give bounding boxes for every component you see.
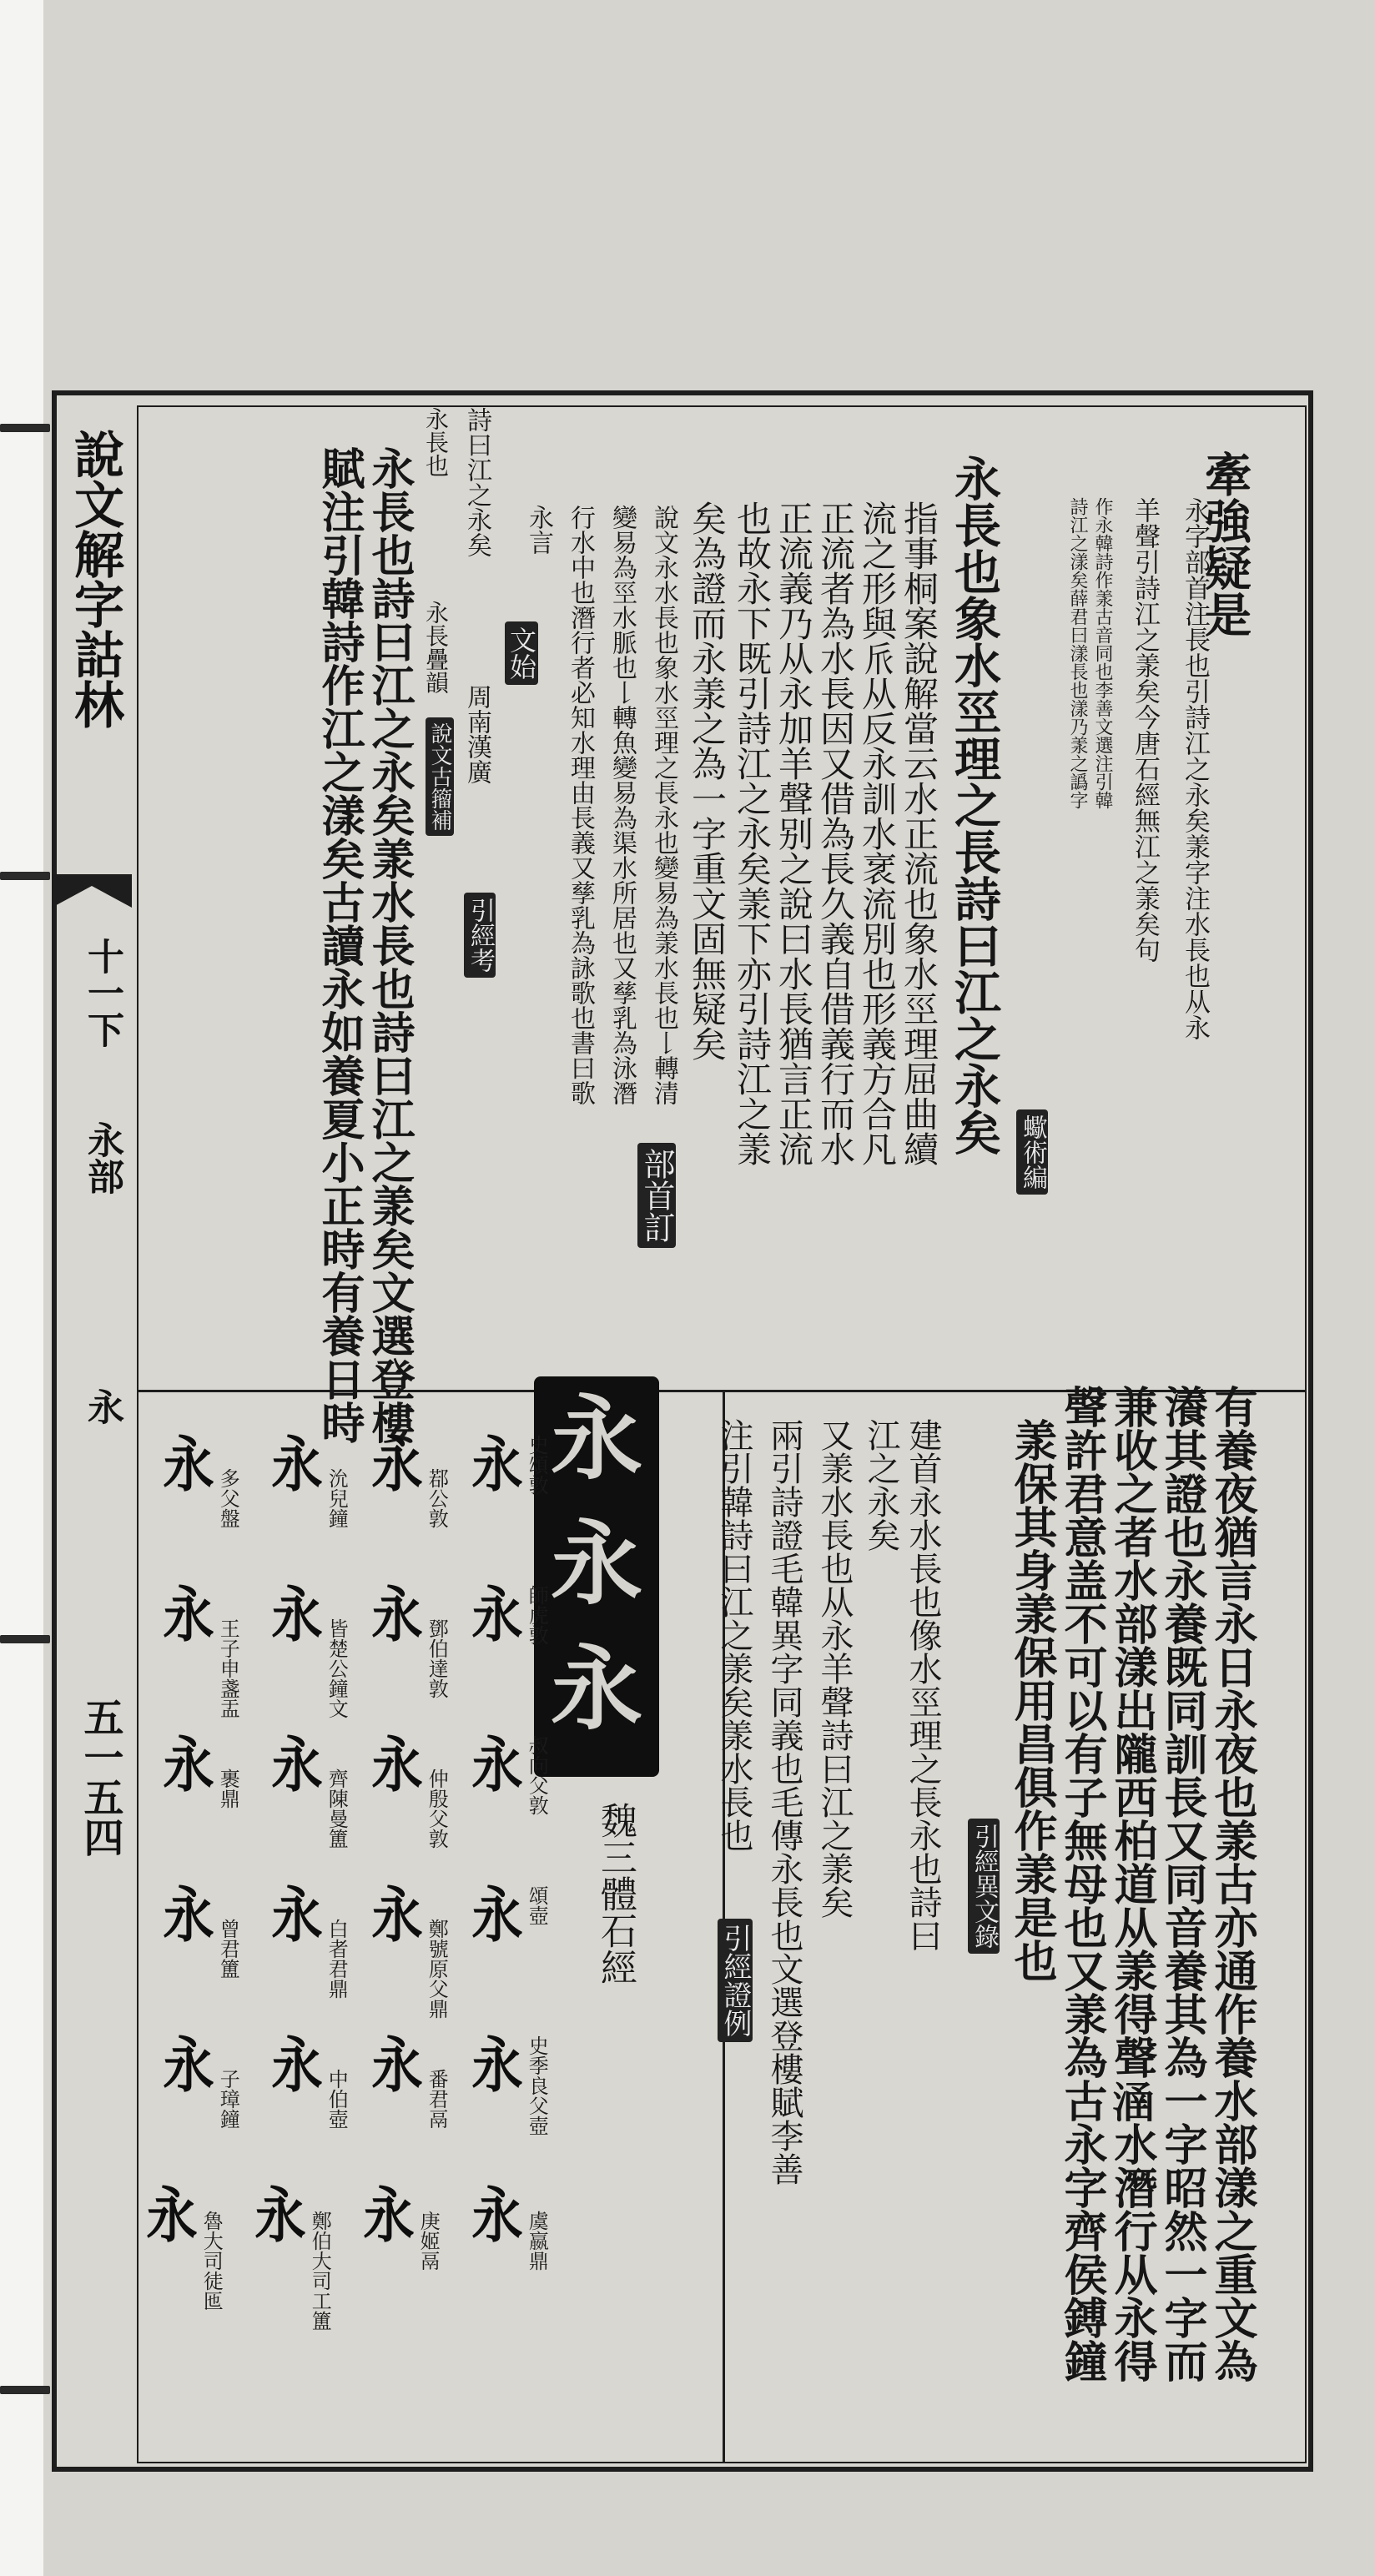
- bronze-glyph: 永: [271, 1429, 323, 1500]
- glyph-source: 裹鼎: [216, 1768, 240, 1809]
- text-column: 羊聲引詩江之羕矣今唐石經無江之羕矣句: [1130, 497, 1160, 963]
- bronze-glyph: 永: [471, 1429, 523, 1500]
- text-column: 行水中也潛行者必知水理由長義又孳乳為詠歌也書曰歌: [566, 505, 595, 1105]
- text-column: 永長也詩曰江之永矣羕水長也詩曰江之羕矣文選登樓: [364, 446, 415, 1444]
- margin-title-column: [52, 395, 132, 2467]
- glyph-source: 沇兒鐘: [325, 1468, 349, 1528]
- text-column: 變易為巠水脈也𠄌轉魚變易為渠水所居也又孳乳為泳潛: [607, 505, 637, 1105]
- binding-thread: [0, 872, 50, 880]
- glyph-source: 仲殷父敦: [425, 1768, 449, 1849]
- section-label: 部首訂: [637, 1143, 676, 1248]
- bronze-glyph: 永: [271, 2030, 323, 2101]
- bronze-glyph: 永: [371, 1729, 423, 1800]
- glyph-source: 魯大司徒匜: [199, 2211, 224, 2311]
- text-column: 兼收之者水部漾出隴西柏道从羕得聲𣹢水潛行从永得: [1106, 1385, 1157, 2382]
- binding-thread: [0, 424, 50, 432]
- bronze-glyph: 永: [271, 1879, 323, 1950]
- glyph-source: 番君鬲: [425, 2069, 449, 2129]
- text-column: 又羕水長也从永羊聲詩曰江之羕矣: [815, 1418, 854, 1919]
- glyph-source: 曾君簠: [216, 1919, 240, 1979]
- text-column: 指事桐案說解當云水正流也象水巠理屈曲續: [899, 501, 939, 1166]
- text-column: 賦注引韓詩作江之漾矣古讀永如養夏小正時有養日時: [314, 446, 365, 1444]
- text-column: 正流者為水長因又借為長久義自借義行而水: [815, 501, 856, 1166]
- binding-thread: [0, 1635, 50, 1643]
- section-label: 蠍術編: [1016, 1109, 1048, 1195]
- rubbing-caption: 魏三體石經: [594, 1802, 637, 1985]
- glyph-source: 多父盤: [216, 1468, 240, 1528]
- annotation-column: 詩江之漾矣薛君曰漾長也漾乃羕之譌字: [1067, 497, 1088, 809]
- bronze-glyph: 永: [471, 1879, 523, 1950]
- bronze-glyph: 永: [371, 1429, 423, 1500]
- glyph-source: 中伯壺: [325, 2069, 349, 2129]
- glyph-source: 師虎敦: [525, 1585, 549, 1645]
- glyph-source: 叔向父敦: [525, 1735, 549, 1815]
- glyph-source: 皆楚公鐘文: [325, 1618, 349, 1718]
- section-label: 引經證例: [718, 1919, 753, 2042]
- seal-glyph: 永: [551, 1635, 642, 1743]
- entry-headline: 永長也象水巠理之長詩曰江之永矣: [947, 455, 1002, 1155]
- bronze-glyph: 永: [363, 2180, 415, 2251]
- bronze-glyph: 永: [271, 1729, 323, 1800]
- text-column: 也故永下既引詩江之永矣羕下亦引詩江之羕: [732, 501, 773, 1166]
- bronze-glyph: 永: [163, 1729, 214, 1800]
- glyph-source: 鄭號原父鼎: [425, 1919, 449, 2019]
- bronze-glyph: 永: [471, 2030, 523, 2101]
- bronze-glyph: 永: [163, 2030, 214, 2101]
- bronze-glyph: 永: [146, 2180, 198, 2251]
- glyph-source: 子璋鐘: [216, 2069, 240, 2129]
- bronze-glyph: 永: [163, 1579, 214, 1650]
- text-column: 永長也: [422, 407, 450, 477]
- book-title: 說文解字詁林: [66, 429, 124, 729]
- bronze-glyph: 永: [163, 1879, 214, 1950]
- text-column: 說文永水長也象水巠理之長永也變易為羕水長也𠄌轉清: [649, 505, 678, 1105]
- glyph-source: 庚姬鬲: [416, 2211, 441, 2271]
- volume-number: 十一下: [81, 938, 123, 1048]
- section-label: 引經考: [464, 893, 496, 978]
- binding-spine: [0, 0, 43, 2576]
- bronze-glyph: 永: [371, 1879, 423, 1950]
- seal-glyph: 永: [551, 1385, 642, 1492]
- text-column: 永言: [524, 505, 553, 555]
- section-label: 說文古籀補: [426, 717, 454, 836]
- section-label: 文始: [505, 621, 538, 685]
- text-column: 詩曰江之永矣: [462, 407, 491, 557]
- glyph-source: 齊陳曼簠: [325, 1768, 349, 1849]
- glyph-source: 史季良父壺: [525, 2035, 549, 2136]
- stone-classic-rubbing: [534, 1376, 659, 1777]
- source-note: 周南漢廣: [462, 684, 491, 784]
- header-phrase: 牽強疑是: [1197, 450, 1252, 637]
- annotation-column: 作永韓詩作羕古音同也李善文選注引韓: [1092, 497, 1113, 809]
- glyph-source: 鄧伯達敦: [425, 1618, 449, 1698]
- glyph-source: 頌壺: [525, 1885, 549, 1925]
- section-label: 引經異文錄: [968, 1819, 1000, 1954]
- bronze-glyph: 永: [271, 1579, 323, 1650]
- bronze-glyph: 永: [254, 2180, 306, 2251]
- rhyme-note: 永長疊韻: [422, 601, 450, 694]
- bronze-glyph: 永: [471, 2180, 523, 2251]
- text-column: 兩引詩證毛韓異字同義也毛傳永長也文選登樓賦李善: [765, 1418, 803, 2186]
- text-column: 注引韓詩曰江之羕矣羕水長也: [715, 1418, 753, 1852]
- glyph-source: 鄀公敦: [425, 1468, 449, 1528]
- text-column: 永字部首注長也引詩江之永矣羕字注水長也从永: [1180, 497, 1210, 1040]
- fishtail-mark: [52, 874, 132, 908]
- text-column: 正流義乃从永加羊聲别之說曰水長猶言正流: [773, 501, 814, 1166]
- text-column: 聲許君意盖不可以有子無母也又羕為古永字齊侯鎛鐘: [1056, 1385, 1107, 2382]
- glyph-source: 王子申盞盂: [216, 1618, 240, 1718]
- radical-name: 永部: [81, 1121, 123, 1195]
- bronze-glyph: 永: [471, 1729, 523, 1800]
- entry-character: 永: [81, 1388, 123, 1425]
- glyph-source: 虞嬴鼎: [525, 2211, 549, 2271]
- glyph-source: 鄭伯大司工簠: [308, 2211, 332, 2331]
- text-column: 羕保其身羕保用昌俱作羕是也: [1006, 1418, 1057, 1982]
- text-column: 瀁其證也永養既同訓長又同音養其為一字昭然一字而: [1156, 1385, 1207, 2382]
- bronze-glyph: 永: [471, 1579, 523, 1650]
- page-number: 五一五四: [77, 1697, 123, 1857]
- seal-glyph: 永: [551, 1510, 642, 1618]
- text-column: 矣為證而永羕之為一字重文固無疑矣: [687, 501, 728, 1061]
- bronze-glyph: 永: [371, 2030, 423, 2101]
- glyph-source: 白者君鼎: [325, 1919, 349, 1999]
- text-column: 有養夜猶言永日永夜也羕古亦通作養水部漾之重文為: [1206, 1385, 1257, 2382]
- binding-thread: [0, 2386, 50, 2394]
- text-column: 流之形與𠂢从反永訓水衺流別也形義方合凡: [857, 501, 898, 1166]
- bronze-glyph: 永: [371, 1579, 423, 1650]
- glyph-source: 史頌敦: [525, 1435, 549, 1495]
- bronze-glyph: 永: [163, 1429, 214, 1500]
- text-column: 江之永矣: [862, 1418, 900, 1552]
- text-column: 建首永水長也像水巠理之長永也詩曰: [904, 1418, 942, 1952]
